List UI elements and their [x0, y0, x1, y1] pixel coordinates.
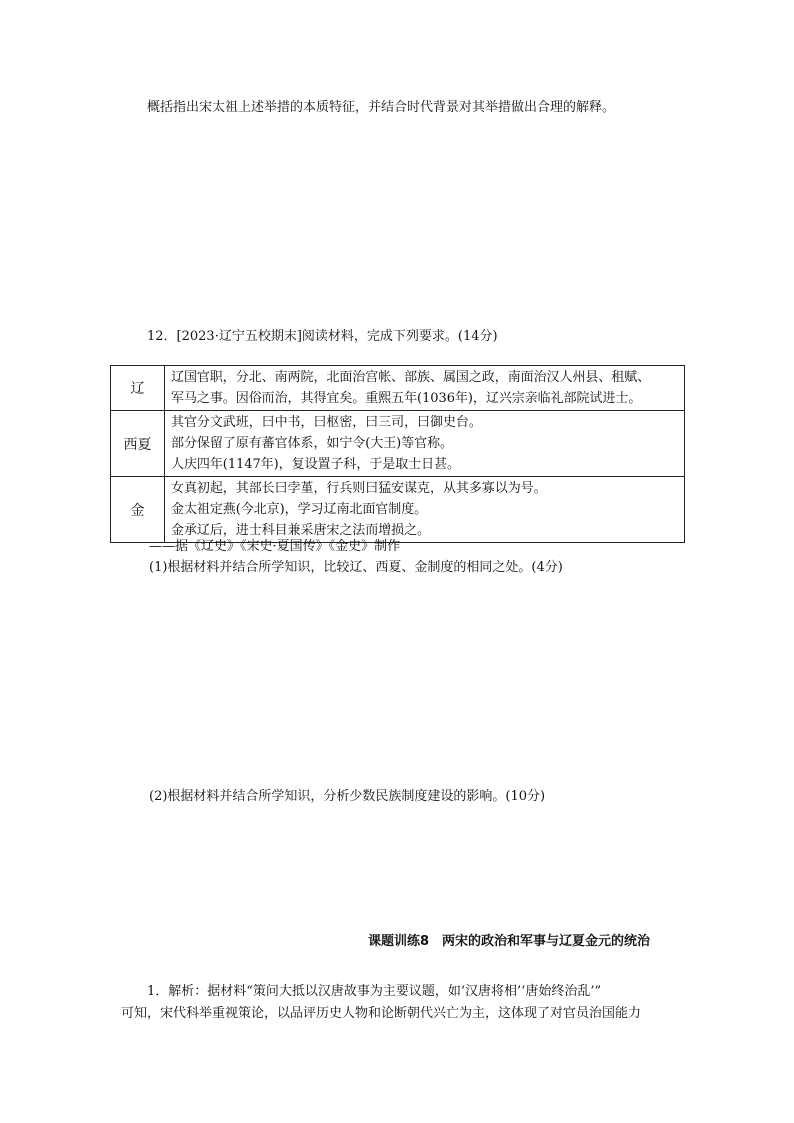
content-line: 金承辽后，进士科目兼采唐宋之法而增损之。	[171, 523, 431, 538]
table-row-liao	[111, 366, 685, 411]
content-line: 军马之事。因俗而治，其得宜矣。重熙五年(1036年)，辽兴宗亲临礼部院试进士。	[171, 391, 642, 406]
content-line: 其官分文武班，曰中书，曰枢密，曰三司，曰御史台。	[171, 415, 482, 430]
row-content-jin	[165, 477, 685, 543]
table-row-xixia	[111, 411, 685, 477]
row-label-xixia: 西夏	[111, 411, 165, 477]
material-source: ——据《辽史》《宋史·夏国传》《金史》制作	[149, 539, 401, 554]
sub-question-2: (2)根据材料并结合所学知识，分析少数民族制度建设的影响。(10分)	[149, 789, 546, 804]
row-label-liao: 辽	[111, 366, 165, 411]
row-content-liao	[165, 366, 685, 411]
table-row-jin	[111, 477, 685, 543]
content-line: 部分保留了原有蕃官体系，如宁令(大王)等官称。	[171, 436, 453, 451]
row-content-xixia	[165, 411, 685, 477]
section-title: 课题训练8 两宋的政治和军事与辽夏金元的统治	[368, 934, 651, 949]
content-line: 辽国官职，分北、南两院，北面治宫帐、部族、属国之政，南面治汉人州县、租赋、	[171, 370, 651, 385]
answer-1-line-2: 可知，宋代科举重视策论，以品评历史人物和论断朝代兴亡为主，这体现了对官员治国能力	[121, 1006, 642, 1021]
question-prompt: 概括指出宋太祖上述举措的本质特征，并结合时代背景对其举措做出合理的解释。	[147, 100, 616, 115]
sub-question-1: (1)根据材料并结合所学知识，比较辽、西夏、金制度的相同之处。(4分)	[149, 560, 563, 575]
content-line: 金太祖定燕(今北京)，学习辽南北面官制度。	[171, 502, 428, 517]
content-line: 人庆四年(1147年)，复设置子科，于是取士日甚。	[171, 457, 460, 472]
content-line: 女真初起，其部长曰孛堇，行兵则曰猛安谋克，从其多寡以为号。	[171, 481, 547, 496]
answer-1-line-1: 1．解析：据材料“策问大抵以汉唐故事为主要议题，如‘汉唐将相’‘唐始终治乱’”	[147, 984, 602, 999]
question-12-stem: 12．[2023·辽宁五校期末]阅读材料，完成下列要求。(14分)	[147, 329, 498, 344]
material-table	[110, 365, 685, 543]
row-label-jin: 金	[111, 477, 165, 543]
